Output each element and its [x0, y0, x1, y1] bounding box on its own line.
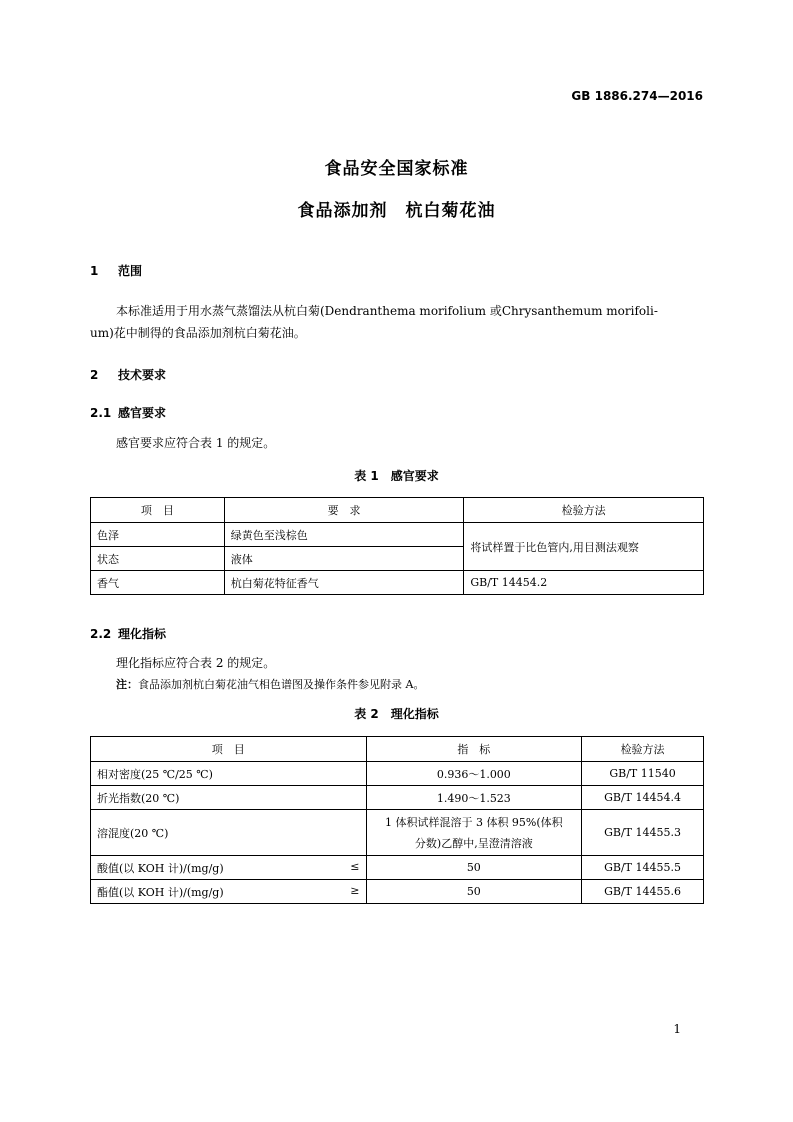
- section-2-2-text: 理化指标应符合表 2 的规定。: [116, 656, 276, 670]
- table-cell: 0.936～1.000: [366, 762, 582, 786]
- table-cell: [91, 810, 367, 856]
- table-header-cell: 项 目: [91, 498, 225, 523]
- table-cell: 50: [366, 880, 582, 904]
- section-2-heading: [90, 366, 166, 383]
- section-number: 2: [90, 368, 99, 382]
- table-cell: GB/T 11540: [582, 762, 704, 786]
- table-cell: 1 体积试样混溶于 3 体积 95%(体积分数)乙醇中,呈澄清溶液: [366, 810, 582, 856]
- item-label: 酯值(以 KOH 计)/(mg/g): [97, 885, 224, 899]
- section-2-1-heading: [90, 404, 166, 421]
- table-header-cell: 检验方法: [582, 737, 704, 762]
- table-cell: GB/T 14455.3: [582, 810, 704, 856]
- section-title: 感官要求: [118, 406, 167, 420]
- table-cell: 色泽: [91, 523, 225, 547]
- note-label: 注：: [116, 678, 138, 691]
- table-cell: GB/T 14454.4: [582, 786, 704, 810]
- table-row: [91, 856, 704, 880]
- table-row: [91, 810, 704, 856]
- limit-symbol: ≤: [350, 859, 360, 873]
- table-cell: 1.490～1.523: [366, 786, 582, 810]
- table-cell: [91, 880, 367, 904]
- table-header-row: [91, 498, 704, 523]
- section-number: 1: [90, 264, 99, 278]
- item-label: 折光指数(20 ℃): [97, 791, 180, 805]
- standard-code: GB 1886.274—2016: [571, 89, 703, 103]
- section-number: 2.1: [90, 406, 112, 420]
- item-label: 溶混度(20 ℃): [97, 826, 169, 840]
- table-cell: 状态: [91, 547, 225, 571]
- item-label: 酸值(以 KOH 计)/(mg/g): [97, 861, 224, 875]
- table-cell: [91, 786, 367, 810]
- document-title: 食品安全国家标准: [324, 159, 469, 179]
- table-cell: GB/T 14454.2: [464, 571, 704, 595]
- table-header-cell: 项 目: [91, 737, 367, 762]
- table-cell: GB/T 14455.6: [582, 880, 704, 904]
- note-text: 食品添加剂杭白菊花油气相色谱图及操作条件参见附录 A。: [138, 678, 425, 691]
- table-row: [91, 762, 704, 786]
- table-cell: 杭白菊花特征香气: [224, 571, 464, 595]
- section-1-line-1: 本标准适用于用水蒸气蒸馏法从杭白菊(Dendranthema morifolium 或Chrysanthemum morifoli-: [116, 304, 658, 318]
- table-cell: 液体: [224, 547, 464, 571]
- section-2-2-heading: [90, 625, 166, 642]
- table-2-caption: 表 2 理化指标: [354, 707, 439, 721]
- item-label: 相对密度(25 ℃/25 ℃): [97, 767, 213, 781]
- table-header-cell: 要 求: [224, 498, 464, 523]
- table-row: [91, 571, 704, 595]
- document-subtitle: 食品添加剂 杭白菊花油: [297, 201, 496, 221]
- section-title: 范围: [118, 264, 143, 278]
- section-title: 理化指标: [118, 627, 167, 641]
- section-number: 2.2: [90, 627, 112, 641]
- table-header-row: [91, 737, 704, 762]
- table-row: [91, 786, 704, 810]
- table-cell: [91, 762, 367, 786]
- table-2: [90, 736, 704, 904]
- table-cell: 50: [366, 856, 582, 880]
- table-cell: 绿黄色至浅棕色: [224, 523, 464, 547]
- table-cell: GB/T 14455.5: [582, 856, 704, 880]
- note: [116, 676, 424, 692]
- page-number: 1: [673, 1022, 681, 1036]
- limit-symbol: ≥: [350, 883, 360, 897]
- table-cell: [91, 856, 367, 880]
- table-cell-merged-method: 将试样置于比色管内,用目测法观察: [464, 523, 704, 571]
- table-row: [91, 523, 704, 547]
- table-1-caption: 表 1 感官要求: [354, 469, 439, 483]
- section-1-heading: [90, 262, 142, 279]
- table-row: [91, 880, 704, 904]
- section-2-1-text: 感官要求应符合表 1 的规定。: [116, 436, 276, 450]
- table-header-cell: 指 标: [366, 737, 582, 762]
- table-1: [90, 497, 704, 595]
- section-title: 技术要求: [118, 368, 167, 382]
- table-header-cell: 检验方法: [464, 498, 704, 523]
- section-1-line-2: um)花中制得的食品添加剂杭白菊花油。: [90, 326, 306, 340]
- table-cell: 香气: [91, 571, 225, 595]
